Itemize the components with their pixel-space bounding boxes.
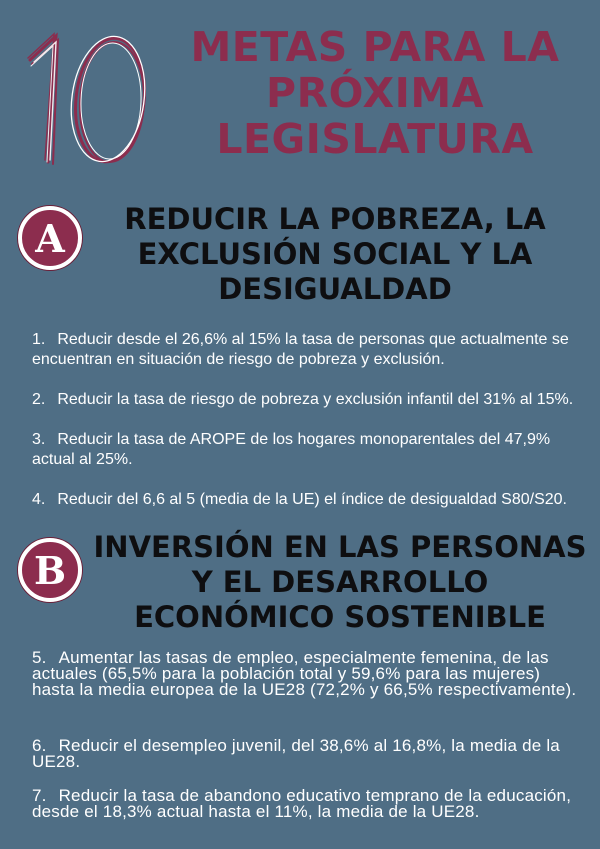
goal-number: 6. <box>32 736 47 755</box>
goal-text: Reducir el desempleo juvenil, del 38,6% al 16,8%, la media de la UE28. <box>32 736 560 771</box>
section-b-title <box>80 530 600 635</box>
main-title <box>150 24 600 162</box>
section-b-badge: B <box>18 538 82 602</box>
goal-number: 2. <box>32 391 46 408</box>
section-a-title-line-1: REDUCIR LA POBREZA, LA <box>124 202 546 236</box>
goal-text: Reducir desde el 26,6% al 15% la tasa de personas que actualmente se encuentran en situación de riesgo de pobreza y exclusión. <box>32 331 569 368</box>
goal-number: 7. <box>32 786 47 805</box>
goal-text: Reducir la tasa de riesgo de pobreza y exclusión infantil del 31% al 15%. <box>57 391 574 408</box>
goal-text: Reducir del 6,6 al 5 (media de la UE) el índice de desigualdad S80/S20. <box>57 491 567 508</box>
goal-item-3 <box>32 430 580 470</box>
goal-item-7 <box>32 788 580 820</box>
goal-item-4 <box>32 490 580 510</box>
big-number-10 <box>18 22 158 172</box>
section-a-title <box>95 202 575 307</box>
section-b-title-line-2: Y EL DESARROLLO <box>191 565 489 599</box>
goal-item-5 <box>32 650 580 698</box>
main-title-line-2: PRÓXIMA <box>266 69 484 117</box>
section-a-badge: A <box>18 206 82 270</box>
goal-text: Aumentar las tasas de empleo, especialmente femenina, de las actuales (65,5% para la población total y 59,6% para las mujeres) hasta la media europea de la UE28 (72,2% y 66,5% respectivamente). <box>32 648 577 699</box>
goal-number: 3. <box>32 431 46 448</box>
goal-item-1 <box>32 330 580 370</box>
goal-number: 4. <box>32 491 46 508</box>
goal-number: 1. <box>32 331 46 348</box>
section-b-title-line-1: INVERSIÓN EN LAS PERSONAS <box>93 530 587 564</box>
goal-number: 5. <box>32 648 47 667</box>
goal-item-6 <box>32 738 580 770</box>
section-a-title-line-3: DESIGUALDAD <box>218 272 452 306</box>
main-title-line-3: LEGISLATURA <box>216 115 534 163</box>
goal-item-2 <box>32 390 580 410</box>
section-a-title-line-2: EXCLUSIÓN SOCIAL Y LA <box>137 237 533 271</box>
goal-text: Reducir la tasa de abandono educativo temprano de la educación, desde el 18,3% actual hasta el 11%, la media de la UE28. <box>32 786 572 821</box>
main-title-line-1: METAS PARA LA <box>190 23 560 71</box>
goal-text: Reducir la tasa de AROPE de los hogares monoparentales del 47,9% actual al 25%. <box>32 431 551 468</box>
section-b-title-line-3: ECONÓMICO SOSTENIBLE <box>134 600 546 634</box>
